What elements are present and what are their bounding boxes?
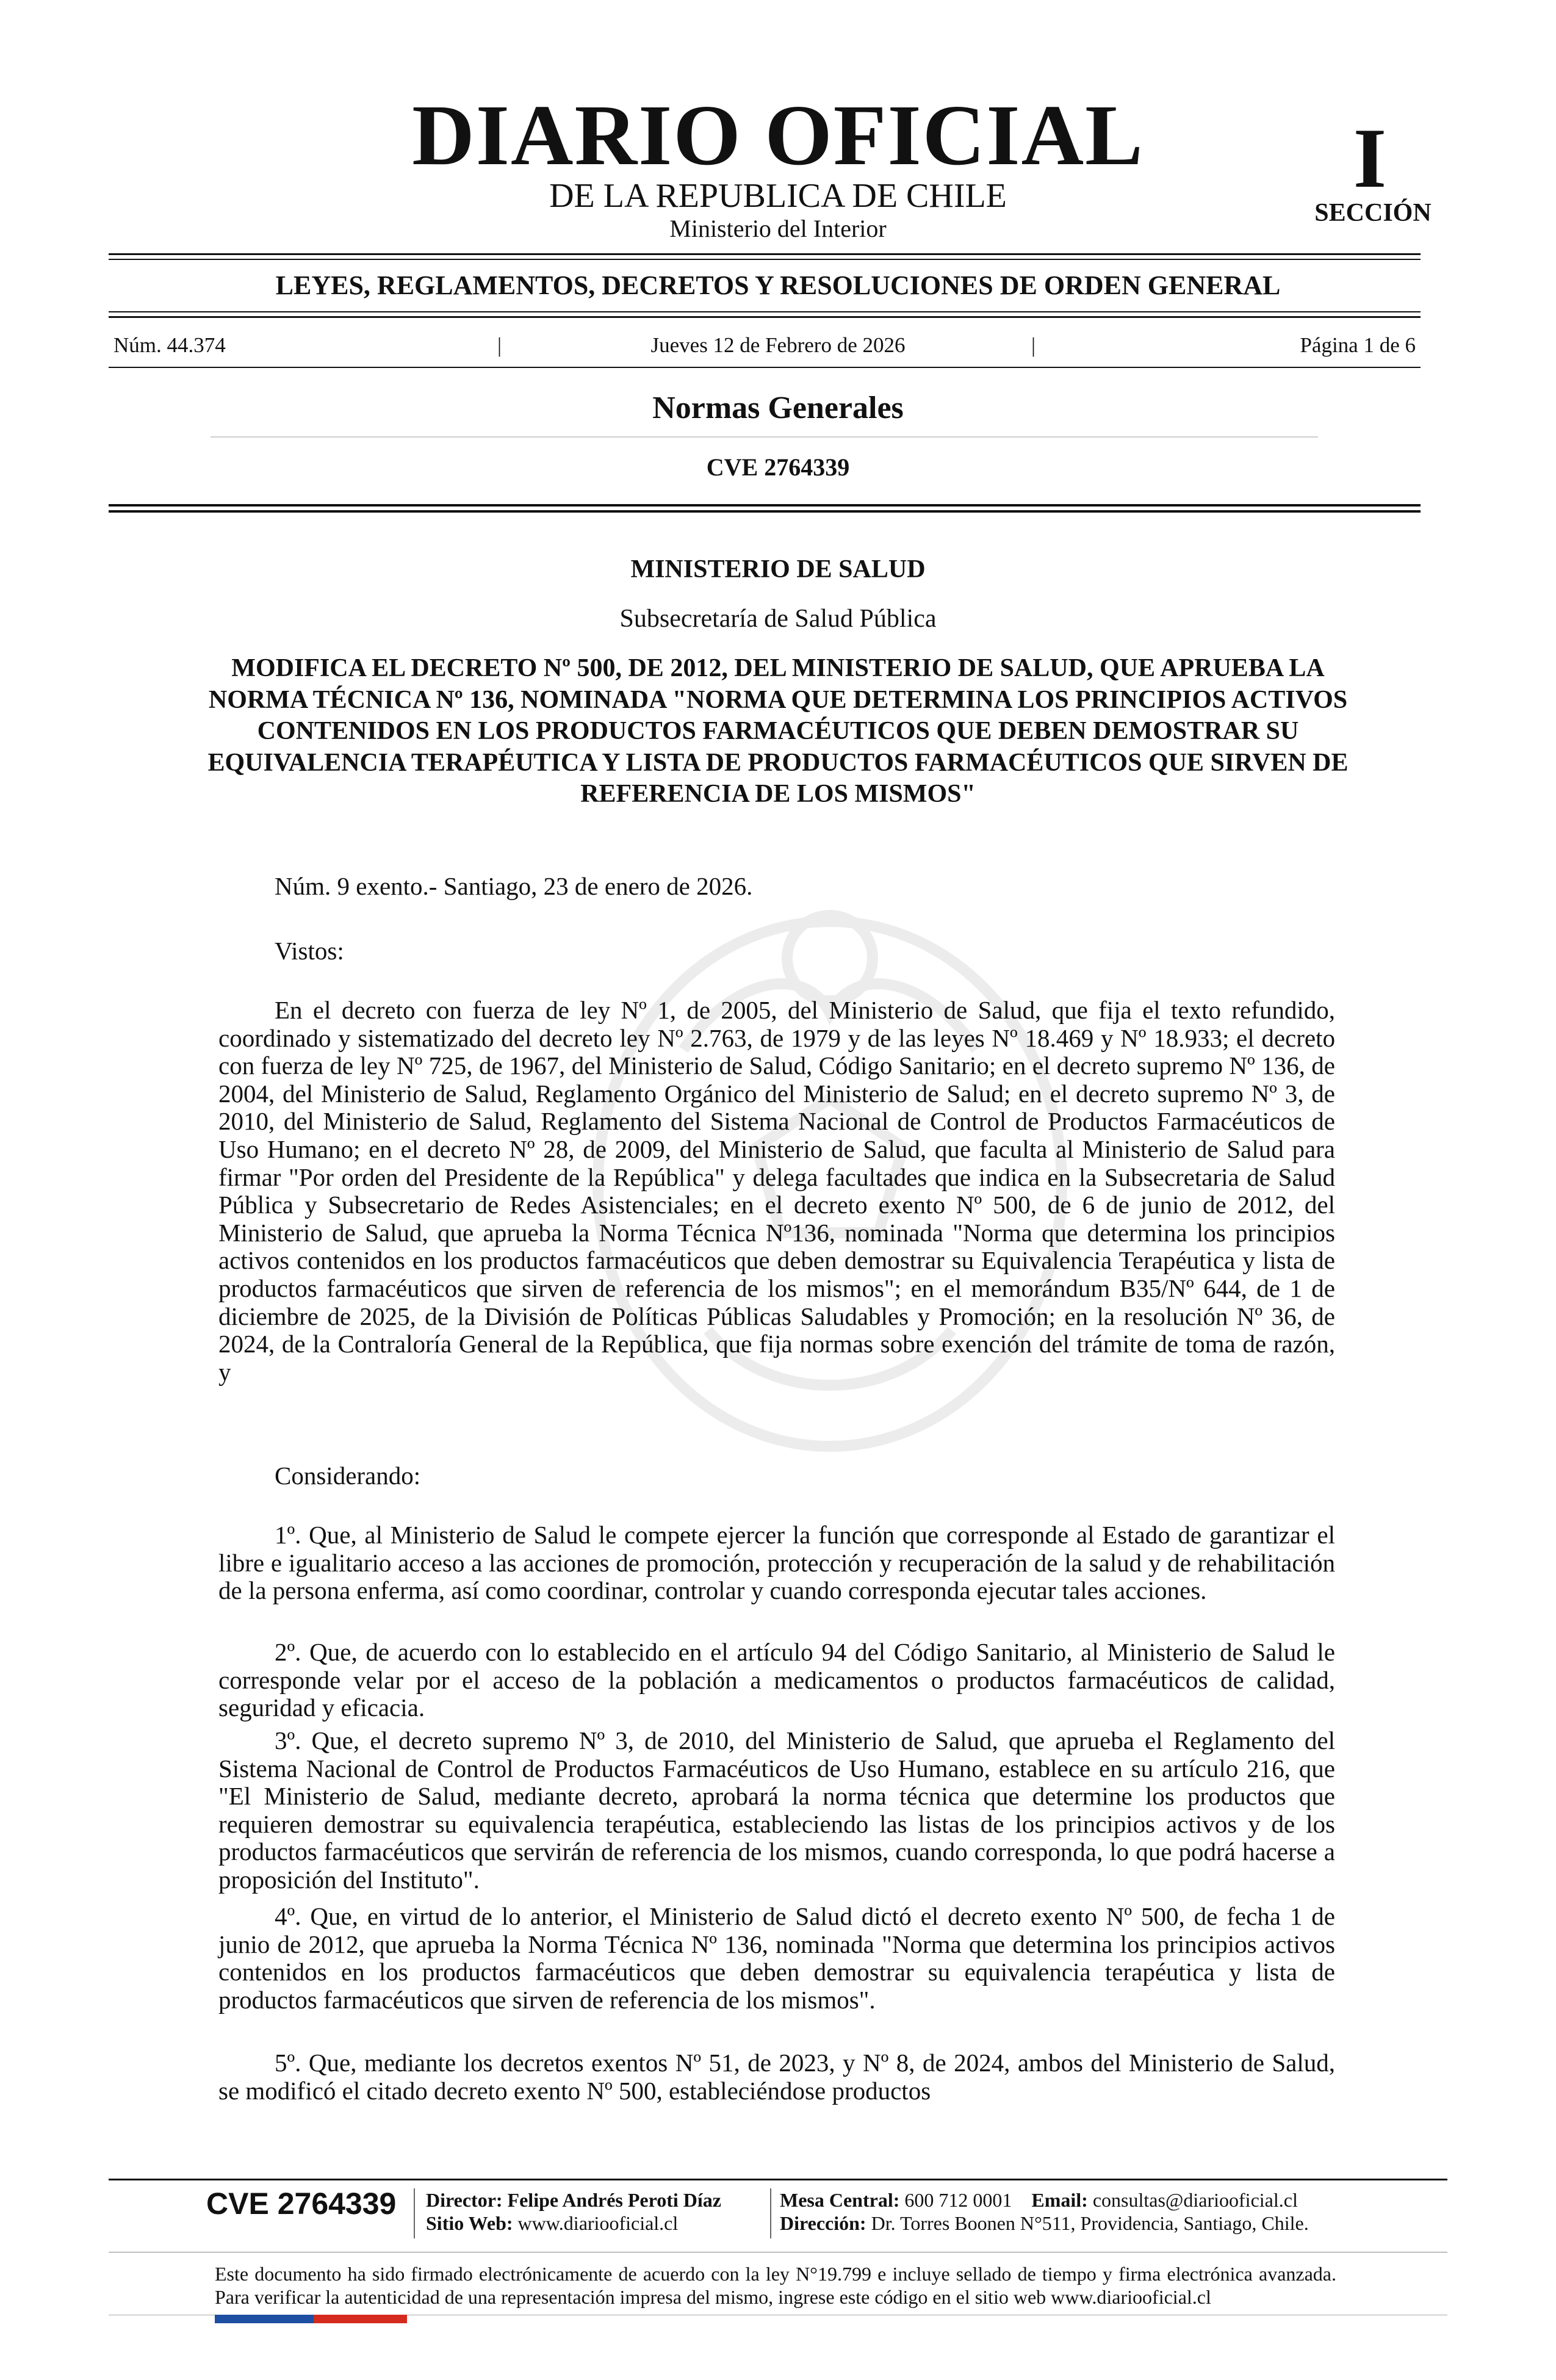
page-count: Página 1 de 6: [1300, 333, 1416, 357]
footer-director: [426, 2188, 768, 2235]
footer-cve-code: CVE 2764339: [206, 2187, 397, 2221]
considerando-4: 4º. Que, en virtud de lo anterior, el Ministerio de Salud dictó el decreto exento Nº 500, de fecha 1 de junio de 2012, que aprueba la Norma Técnica Nº 136, nominada "Norma que determina los principios activos contenidos en los productos farmacéuticos que deben demostrar su equivalencia terapéutica y lista de productos farmacéuticos que sirven de referencia de los mismos".: [218, 1902, 1335, 2014]
category-heading: LEYES, REGLAMENTOS, DECRETOS Y RESOLUCIONES DE ORDEN GENERAL: [275, 270, 1281, 300]
section-label: SECCIÓN: [1314, 199, 1432, 227]
footer-legal-notice: Este documento ha sido firmado electrónicamente de acuerdo con la ley N°19.799 e incluye sellado de tiempo y firma electrónica avanzada. Para verificar la autenticidad de una representación impresa del mismo, ingrese este código en el sitio web www.diariooficial.cl: [215, 2263, 1336, 2308]
mesa-value: 600 712 0001: [904, 2189, 1012, 2211]
web-label: Sitio Web:: [426, 2212, 513, 2234]
masthead-subtitle: DE LA REPUBLICA DE CHILE: [549, 177, 1007, 215]
masthead-ministry: Ministerio del Interior: [669, 215, 887, 242]
document-ministry: MINISTERIO DE SALUD: [630, 555, 926, 583]
email-label: Email:: [1031, 2189, 1088, 2211]
considerando-3: 3º. Que, el decreto supremo Nº 3, de 2010, del Ministerio de Salud, que aprueba el Reglamento del Sistema Nacional de Control de Productos Farmacéuticos de Uso Humano, establece en su artículo 216, que "El Ministerio de Salud, mediante decreto, aprobará la norma técnica que determine los productos que requieren demostrar su equivalencia terapéutica, estableciendo las listas de los principios activos y de los productos farmacéuticos que servirán de referencia de los mismos, cuando corresponda, lo que podrá hacerse a proposición del Instituto".: [218, 1726, 1335, 1894]
info-separator-1: |: [497, 333, 502, 357]
considerando-label: Considerando:: [275, 1462, 421, 1490]
considerando-1: 1º. Que, al Ministerio de Salud le compete ejercer la función que corresponde al Estado de garantizar el libre e igualitario acceso a las acciones de promoción, protección y recuperación de la salud y de rehabilitación de la persona enferma, así como coordinar, controlar y cuando corresponda ejecutar tales acciones.: [218, 1521, 1335, 1605]
info-separator-2: |: [1031, 333, 1036, 357]
header-divider-mid-1: [109, 311, 1421, 312]
header-divider-top-2: [109, 259, 1421, 260]
footer-contact: [780, 2188, 1353, 2235]
considerando-5: 5º. Que, mediante los decretos exentos Nº 51, de 2023, y Nº 8, de 2024, ambos del Ministerio de Salud, se modificó el citado decreto exento Nº 500, estableciéndose productos: [218, 2049, 1335, 2105]
header-divider-mid-2: [109, 316, 1421, 318]
section-number: I: [1353, 111, 1387, 206]
web-value[interactable]: www.diariooficial.cl: [517, 2212, 679, 2234]
cve-rule-2: [109, 510, 1421, 513]
footer-divider-1: [414, 2188, 415, 2238]
document-subsecretariat: Subsecretaría de Salud Pública: [619, 605, 937, 633]
flag-stripe-red: [314, 2315, 407, 2323]
vistos-label: Vistos:: [275, 937, 344, 965]
decree-number-line: Núm. 9 exento.- Santiago, 23 de enero de 2026.: [275, 872, 753, 900]
email-value[interactable]: consultas@diariooficial.cl: [1092, 2189, 1298, 2211]
issue-number: Núm. 44.374: [113, 333, 226, 357]
issue-date: Jueves 12 de Febrero de 2026: [650, 333, 906, 357]
vistos-text: En el decreto con fuerza de ley Nº 1, de 2005, del Ministerio de Salud, que fija el texto refundido, coordinado y sistematizado del decreto ley Nº 2.763, de 1979 y de las leyes Nº 18.469 y Nº 18.933; el decreto con fuerza de ley Nº 725, de 1967, del Ministerio de Salud, Código Sanitario; en el decreto supremo Nº 136, de 2004, del Ministerio de Salud, Reglamento Orgánico del Ministerio de Salud; en el decreto supremo Nº 3, de 2010, del Ministerio de Salud, Reglamento del Sistema Nacional de Control de Productos Farmacéuticos de Uso Humano; en el decreto Nº 28, de 2009, del Ministerio de Salud, que faculta al Ministerio de Salud para firmar "Por orden del Presidente de la República" y delega facultades que indica en la Subsecretaria de Salud Pública y Subsecretario de Redes Asistenciales; en el decreto exento Nº 500, de 6 de junio de 2012, del Ministerio de Salud, que aprueba la Norma Técnica Nº136, nominada "Norma que determina los principios activos contenidos en los productos farmacéuticos que deben demostrar su Equivalencia Terapéutica y lista de productos farmacéuticos que sirven de referencia de los mismos"; en el memorándum B35/Nº 644, de 1 de diciembre de 2025, de la División de Políticas Públicas Saludables y Promoción; en la resolución Nº 36, de 2024, de la Contraloría General de la República, que fija normas sobre exención del trámite de toma de razón, y: [218, 996, 1335, 1386]
mesa-label: Mesa Central:: [780, 2189, 900, 2211]
info-bottom-rule: [109, 367, 1421, 368]
flag-stripe-blue: [215, 2315, 314, 2323]
cve-code: CVE 2764339: [706, 453, 850, 481]
cve-rule-1: [109, 504, 1421, 507]
footer-divider-2: [770, 2188, 771, 2238]
considerando-2: 2º. Que, de acuerdo con lo establecido en el artículo 94 del Código Sanitario, al Ministerio de Salud le corresponde velar por el acceso de la población a medicamentos o productos farmacéuticos de calidad, seguridad y eficacia.: [218, 1638, 1335, 1722]
section-title-underline: [211, 436, 1318, 438]
footer-rule-top: [109, 2179, 1447, 2180]
director-value: Felipe Andrés Peroti Díaz: [507, 2189, 721, 2211]
masthead-title: DIARIO OFICIAL: [412, 87, 1144, 183]
director-label: Director:: [426, 2189, 503, 2211]
header-divider-top-1: [109, 253, 1421, 255]
section-title: Normas Generales: [652, 391, 904, 425]
address-value: Dr. Torres Boonen N°511, Providencia, Santiago, Chile.: [871, 2212, 1309, 2234]
address-label: Dirección:: [780, 2212, 866, 2234]
document-title: MODIFICA EL DECRETO Nº 500, DE 2012, DEL MINISTERIO DE SALUD, QUE APRUEBA LA NORMA TÉCNICA Nº 136, NOMINADA "NORMA QUE DETERMINA LOS PRINCIPIOS ACTIVOS CONTENIDOS EN LOS PRODUCTOS FARMACÉUTICOS QUE DEBEN DEMOSTRAR SU EQUIVALENCIA TERAPÉUTICA Y LISTA DE PRODUCTOS FARMACÉUTICOS QUE SIRVEN DE REFERENCIA DE LOS MISMOS": [207, 654, 1349, 808]
